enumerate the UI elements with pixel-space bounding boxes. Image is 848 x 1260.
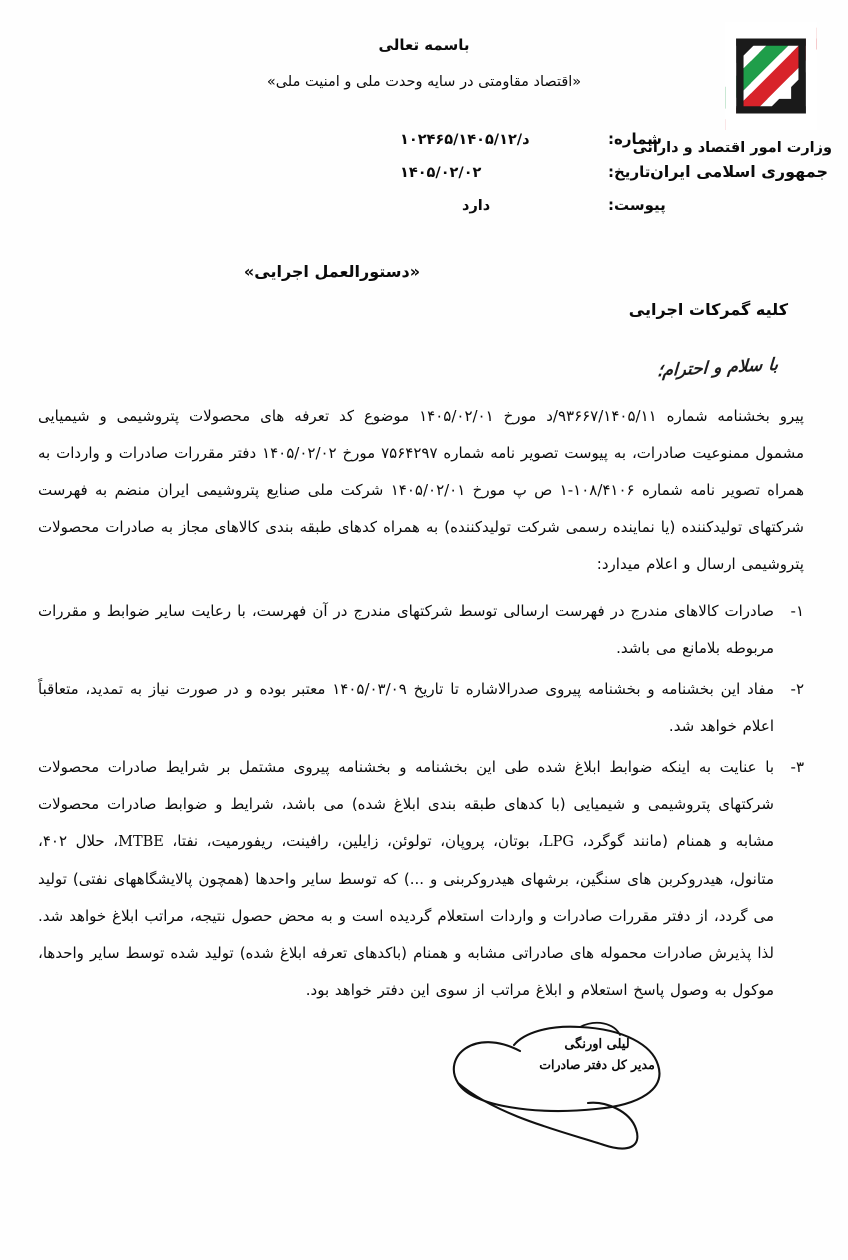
clause-marker-2: ۲- <box>790 680 804 698</box>
handwritten-signature-icon <box>428 1005 728 1155</box>
attachment-label: پیوست: <box>608 196 666 214</box>
meta-row-attachment <box>0 196 848 229</box>
clause-3-segment-c: ، حلال ۴۰۲، متانول، هیدروکربن های سنگین، برشهای هیدروکربنی و ...) که توسط سایر واحدها (همچون پالایشگاههای نفتی) تولید می گردد، از دفتر مقررات صادرات و واردات استعلام گردیده است و به محض حصول نتیجه، مراتب ابلاغ خواهد شد. لذا پذیرش صادرات محموله های صادراتی مشابه و همنام (باکدهای تعرفه ابلاغ شده) تولید شده توسط سایر واحدها، موکول به وصول پاسخ استعلام و ابلاغ مراتب از سوی این دفتر خواهد بود. <box>38 832 774 999</box>
clause-3-segment-b: ، بوتان، پروپان، تولوئن، زایلین، رافینت، ریفورمیت، نفتا، <box>163 832 543 850</box>
ministry-name-line-1: وزارت امور اقتصاد و دارائی <box>632 140 832 156</box>
date-label: تاریخ: <box>608 163 651 181</box>
number-label: شماره: <box>608 130 662 148</box>
ministry-logo-icon <box>725 22 817 130</box>
intro-paragraph: پیرو بخشنامه شماره ۹۳۶۶۷/۱۴۰۵/۱۱/د مورخ ۱۴۰۵/۰۲/۰۱ موضوع کد تعرفه های محصولات پتروشیمی و شیمیایی مشمول ممنوعیت صادرات، به پیوست تصویر نامه شماره ۷۵۶۴۲۹۷ مورخ ۱۴۰۵/۰۲/۰۲ دفتر مقررات صادرات و واردات به همراه تصویر نامه شماره ۱۰۸/۴۱۰۶-۱ ص پ مورخ ۱۴۰۵/۰۲/۰۱ شرکت ملی صنایع پتروشیمی ایران منضم به فهرست شرکتهای تولیدکننده (یا نماینده رسمی شرکت تولیدکننده) به همراه کدهای طبقه بندی کالاهای مجاز به صادرات محصولات پتروشیمی ارسال و اعلام میدارد: <box>38 407 805 573</box>
clause-item-3 <box>38 749 804 1009</box>
basmala-text: باسمه تعالی <box>378 36 470 54</box>
signature-names <box>522 1035 672 1075</box>
date-value: ۱۴۰۵/۰۲/۰۲ <box>400 165 482 181</box>
clause-text-2: مفاد این بخشنامه و بخشنامه پیروی صدرالاشاره تا تاریخ ۱۴۰۵/۰۳/۰۹ معتبر بوده و در صورت نیاز به تمدید، متعاقباً اعلام خواهد شد. <box>38 680 774 735</box>
clause-3-segment-a: با عنایت به اینکه ضوابط ابلاغ شده طی این بخشنامه و بخشنامه پیروی مشتمل بر شرایط صادرات محصولات شرکتهای پتروشیمی و شیمیایی (با کدهای طبقه بندی ابلاغ شده) می باشد، شرایط و ضوابط صادرات محصولات مشابه و همنام (مانند گوگرد، <box>38 758 774 850</box>
signatory-name: لیلی اورنگی <box>564 1037 630 1052</box>
chemical-lpg-label: LPG <box>543 834 574 850</box>
meta-row-date <box>0 163 848 196</box>
clause-text-3 <box>38 749 774 1009</box>
signature-block <box>428 1005 728 1155</box>
ministry-name-line-2: جمهوری اسلامی ایران <box>650 162 828 181</box>
clause-marker-3: ۳- <box>790 758 804 776</box>
signatory-role: مدیر کل دفتر صادرات <box>539 1057 655 1072</box>
clause-item-2 <box>38 671 804 745</box>
year-slogan-text: «اقتصاد مقاومتی در سایه وحدت ملی و امنیت ملی» <box>266 74 582 90</box>
attachment-value: دارد <box>462 198 491 214</box>
clause-item-1 <box>38 593 804 667</box>
meta-row-number <box>0 130 848 163</box>
document-title: «دستورالعمل اجرایی» <box>243 262 421 281</box>
letter-meta-fields <box>0 130 848 229</box>
greeting-handwritten: با سلام و احترام؛ <box>656 354 779 382</box>
addressee-line: کلیه گمرکات اجرایی <box>628 300 788 319</box>
clause-marker-1: ۱- <box>790 602 804 620</box>
chemical-mtbe-label: MTBE <box>118 834 164 850</box>
letter-body <box>38 398 804 1013</box>
document-header <box>0 0 848 250</box>
number-value: ۱۰۲۴۶۵/۱۴۰۵/۱۲/د <box>400 132 530 148</box>
numbered-clause-list <box>38 593 804 1009</box>
clause-text-1: صادرات کالاهای مندرج در فهرست ارسالی توسط شرکتهای مندرج در آن فهرست، با رعایت سایر ضوابط و مقررات مربوطه بلامانع می باشد. <box>38 602 774 657</box>
